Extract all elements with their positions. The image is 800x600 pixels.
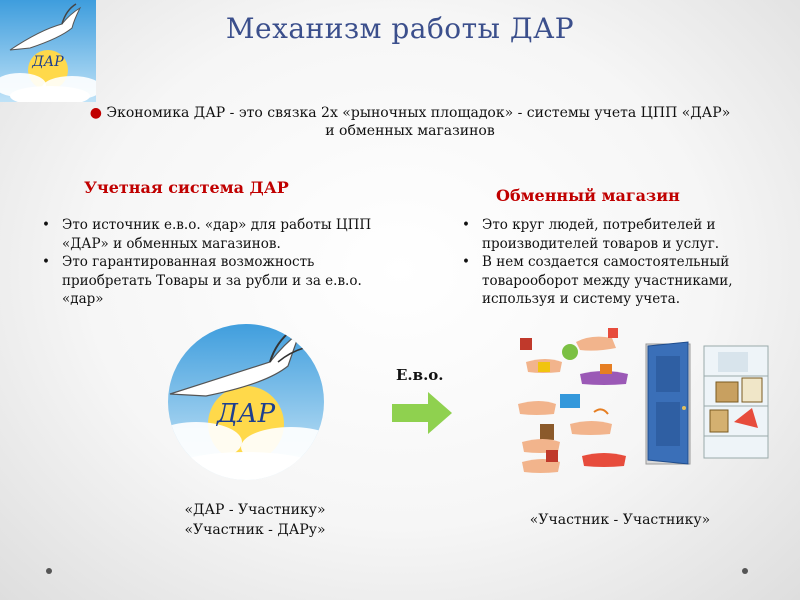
- left-bullet-list: [42, 216, 402, 309]
- left-heading: Учетная система ДАР: [84, 178, 289, 197]
- svg-text:ДАР: ДАР: [32, 54, 64, 70]
- right-bullet-list: [462, 216, 782, 309]
- caption-dar-to-participant: «ДАР - Участнику»: [184, 502, 326, 518]
- intro-text: [60, 104, 760, 140]
- bullet-marker: •: [42, 254, 50, 270]
- hands-exchange-icon: [516, 322, 640, 474]
- bullet-marker: •: [462, 217, 470, 233]
- right-arrow-icon: [392, 392, 452, 434]
- intro-line-1: Экономика ДАР - это связка 2х «рыночных площадок» - системы учета ЦПП «ДАР»: [101, 105, 731, 121]
- svg-text:ДАР: ДАР: [216, 399, 276, 429]
- shop-door-icon: [644, 338, 772, 470]
- dar-bird-logo-icon: [166, 322, 326, 482]
- list-item: [462, 216, 782, 253]
- caption-participant-to-dar: «Участник - ДАРу»: [184, 522, 326, 538]
- list-item: [42, 253, 402, 309]
- intro-bullet: ●: [89, 105, 102, 121]
- list-item-text: Это круг людей, потребителей и производителей товаров и услуг.: [482, 217, 720, 252]
- list-item-text: В нем создается самостоятельный товарооборот между участниками, используя и систему учета.: [482, 254, 733, 307]
- nav-dot-left: [46, 568, 52, 574]
- nav-dot-right: [742, 568, 748, 574]
- left-captions: [140, 500, 370, 540]
- right-heading: Обменный магазин: [496, 186, 680, 205]
- list-item-text: Это источник е.в.о. «дар» для работы ЦПП «ДАР» и обменных магазинов.: [62, 217, 372, 252]
- list-item-text: Это гарантированная возможность приобретать Товары и за рубли и за е.в.о. «дар»: [62, 254, 362, 307]
- list-item: [462, 253, 782, 309]
- intro-line-2: и обменных магазинов: [325, 123, 495, 139]
- center-logo: [166, 322, 326, 482]
- arrow-label: Е.в.о.: [396, 366, 444, 384]
- caption-participant-to-participant: «Участник - Участнику»: [529, 512, 711, 528]
- list-item: [42, 216, 402, 253]
- page-title: Механизм работы ДАР: [225, 12, 575, 45]
- bullet-marker: •: [462, 254, 470, 270]
- bullet-marker: •: [42, 217, 50, 233]
